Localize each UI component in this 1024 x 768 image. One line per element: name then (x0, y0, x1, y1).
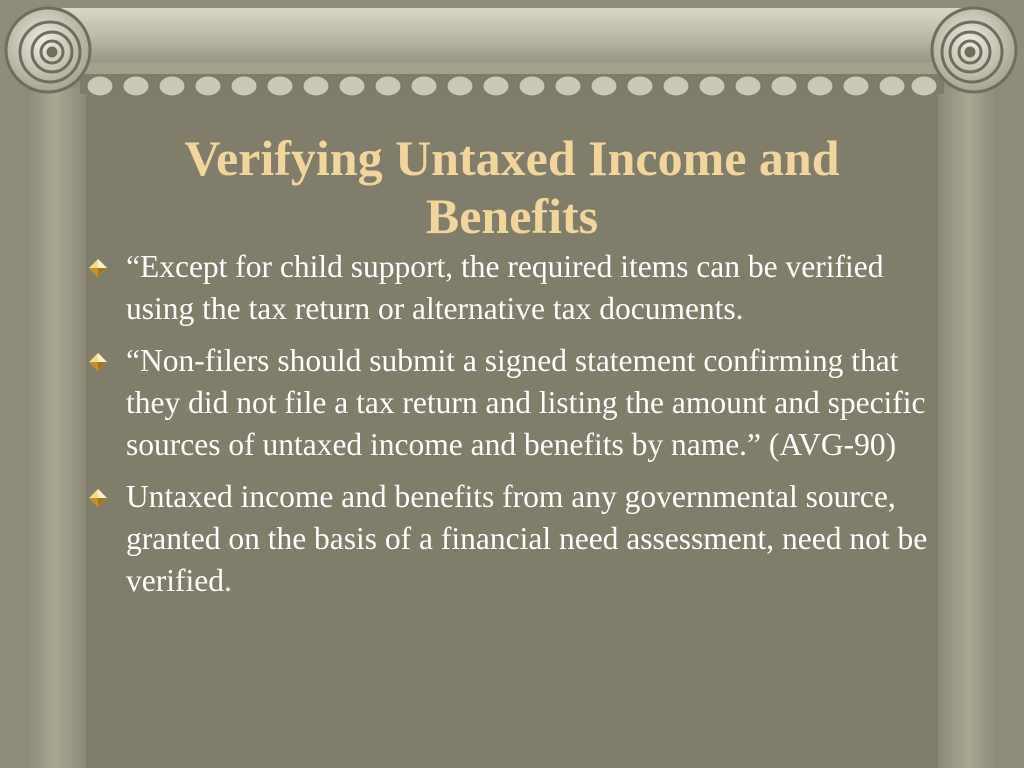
diamond-bullet-icon (88, 352, 108, 372)
bullet-item (88, 476, 938, 602)
diamond-bullet-icon (88, 488, 108, 508)
bullet-text: “Except for child support, the required items can be verified using the tax return or alternative tax documents. (126, 249, 884, 326)
bullet-text: “Non-filers should submit a signed statement confirming that they did not file a tax return and listing the amount and specific sources of untaxed income and benefits by name.” (AVG-90) (126, 343, 926, 462)
slide-title: Verifying Untaxed Income and Benefits (184, 129, 840, 244)
column-capital (0, 0, 1024, 98)
bullet-text: Untaxed income and benefits from any governmental source, granted on the basis of a financial need assessment, need not be verified. (126, 479, 928, 598)
diamond-bullet-icon (88, 258, 108, 278)
right-volute (932, 8, 1016, 92)
bullet-item (88, 340, 938, 466)
bullet-list (88, 246, 938, 612)
left-volute (6, 8, 90, 92)
bullet-item (88, 246, 938, 330)
